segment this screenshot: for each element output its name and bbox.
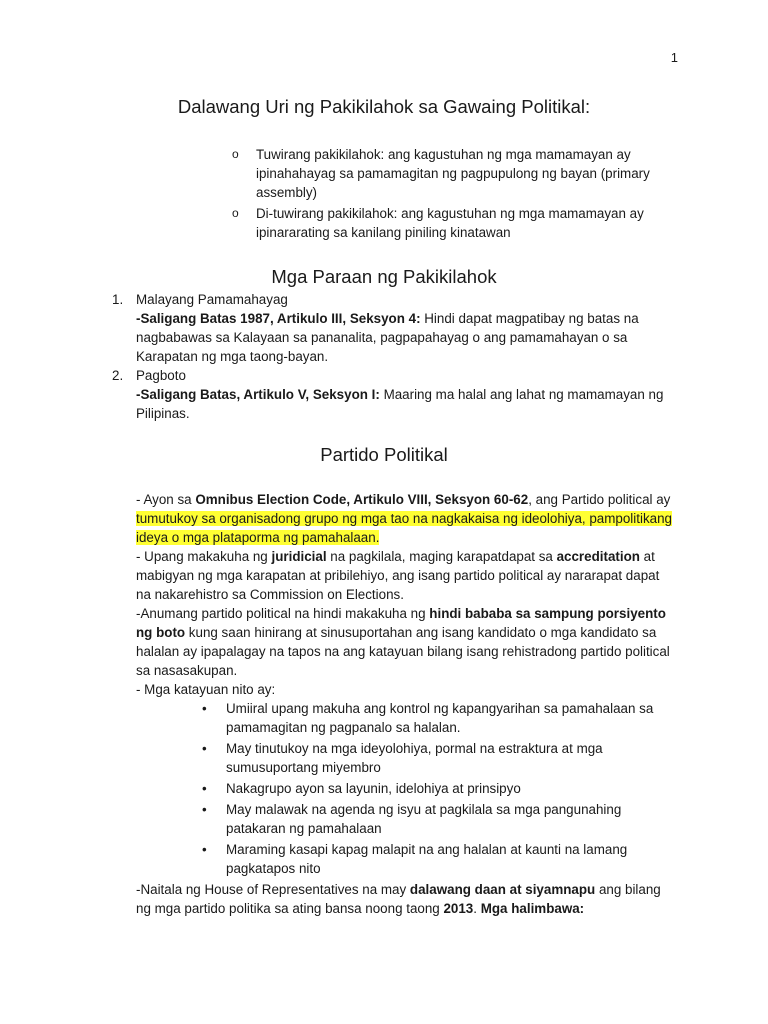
- participation-methods-list: [112, 290, 672, 423]
- paragraph: -Naitala ng House of Representatives na may dalawang daan at siyamnapu ang bilang ng mga partido politika sa ating bansa noong taong 2013. Mga halimbawa:: [136, 882, 661, 916]
- section1-title: Dalawang Uri ng Pakikilahok sa Gawaing Politikal:: [177, 96, 591, 117]
- list-item: • Maraming kasapi kapag malapit na ang halalan at kaunti na lamang pagkatapos nito: [202, 842, 628, 876]
- characteristics-list: [202, 699, 676, 878]
- list-item: • May tinutukoy na mga ideyolohiya, pormal na estraktura at mga sumusuportang miyembro: [202, 741, 603, 775]
- list-item-text: Tuwirang pakikilahok: ang kagustuhan ng mga mamamayan ay ipinahahayag sa pamamagitan ng pagpupulong ng bayan (primary assembly): [256, 147, 650, 200]
- list-body: [136, 385, 672, 423]
- law-reference: -Saligang Batas 1987, Artikulo III, Seksyon 4:: [136, 311, 421, 326]
- list-number: 1.: [112, 292, 124, 307]
- list-item: • Umiiral upang makuha ang kontrol ng kapangyarihan sa pamahalaan sa pamamagitan ng pagpanalo sa halalan.: [202, 701, 654, 735]
- list-heading: Malayang Pamamahayag: [136, 292, 288, 307]
- law-reference: -Saligang Batas, Artikulo V, Seksyon I:: [136, 387, 380, 402]
- bullet-icon: •: [202, 842, 207, 857]
- list-item: [232, 145, 672, 202]
- circle-bullet-icon: o: [232, 206, 239, 220]
- list-item: [232, 204, 672, 242]
- party-section-body: [136, 490, 676, 918]
- participation-types-list: [232, 145, 672, 244]
- bullet-icon: •: [202, 802, 207, 817]
- list-heading: Pagboto: [136, 368, 186, 383]
- bullet-icon: •: [202, 781, 207, 796]
- list-item: • May malawak na agenda ng isyu at pagkilala sa mga pangunahing patakaran ng pamahalaan: [202, 802, 622, 836]
- section2-title: Mga Paraan ng Pakikilahok: [271, 266, 497, 287]
- section3-title: Partido Politikal: [320, 444, 448, 465]
- paragraph: - Upang makakuha ng juridicial na pagkilala, maging karapatdapat sa accreditation at mabigyan ng mga karapatan at pribilehiyo, ang isang partido political ay nararapat dapat na nakarehistro sa Commission on Elections.: [136, 549, 660, 602]
- paragraph: -Anumang partido political na hindi makakuha ng hindi bababa sa sampung porsiyento ng boto kung saan hinirang at sinusuportahan ang isang kandidato o mga kandidato sa halalan ay ipapalagay na tapos na ang katayuan bilang isang rehistradong partido political sa nasasakupan.: [136, 606, 670, 678]
- list-body: [136, 309, 672, 366]
- bullet-icon: •: [202, 701, 207, 716]
- circle-bullet-icon: o: [232, 147, 239, 161]
- list-item-text: Di-tuwirang pakikilahok: ang kagustuhan ng mga mamamayan ay ipinararating sa kanilang piniling kinatawan: [256, 206, 644, 240]
- page-number: 1: [670, 50, 678, 65]
- list-number: 2.: [112, 368, 124, 383]
- law-text: Hindi dapat magpatibay ng batas na nagbabawas sa Kalayaan sa pananalita, pagpapahayag o ang pamamahayan o sa Karapatan ng mga taong-bayan.: [136, 311, 639, 364]
- paragraph: - Mga katayuan nito ay:: [136, 682, 276, 697]
- list-item: • Nakagrupo ayon sa layunin, idelohiya at prinsipyo: [202, 781, 521, 796]
- law-text: Maaring ma halal ang lahat ng mamamayan ng Pilipinas.: [136, 387, 664, 421]
- bullet-icon: •: [202, 741, 207, 756]
- list-item: [112, 290, 672, 366]
- list-item: [112, 366, 672, 423]
- highlighted-definition: tumutukoy sa organisadong grupo ng mga tao na nagkakaisa ng ideolohiya, pampolitikang ideya o mga plataporma ng pamahalaan.: [136, 511, 672, 545]
- paragraph: - Ayon sa Omnibus Election Code, Artikulo VIII, Seksyon 60-62, ang Partido political ay tumutukoy sa organisadong grupo ng mga tao na nagkakaisa ng ideolohiya, pampolitikang ideya o mga plataporma ng pamahalaan.: [136, 492, 672, 545]
